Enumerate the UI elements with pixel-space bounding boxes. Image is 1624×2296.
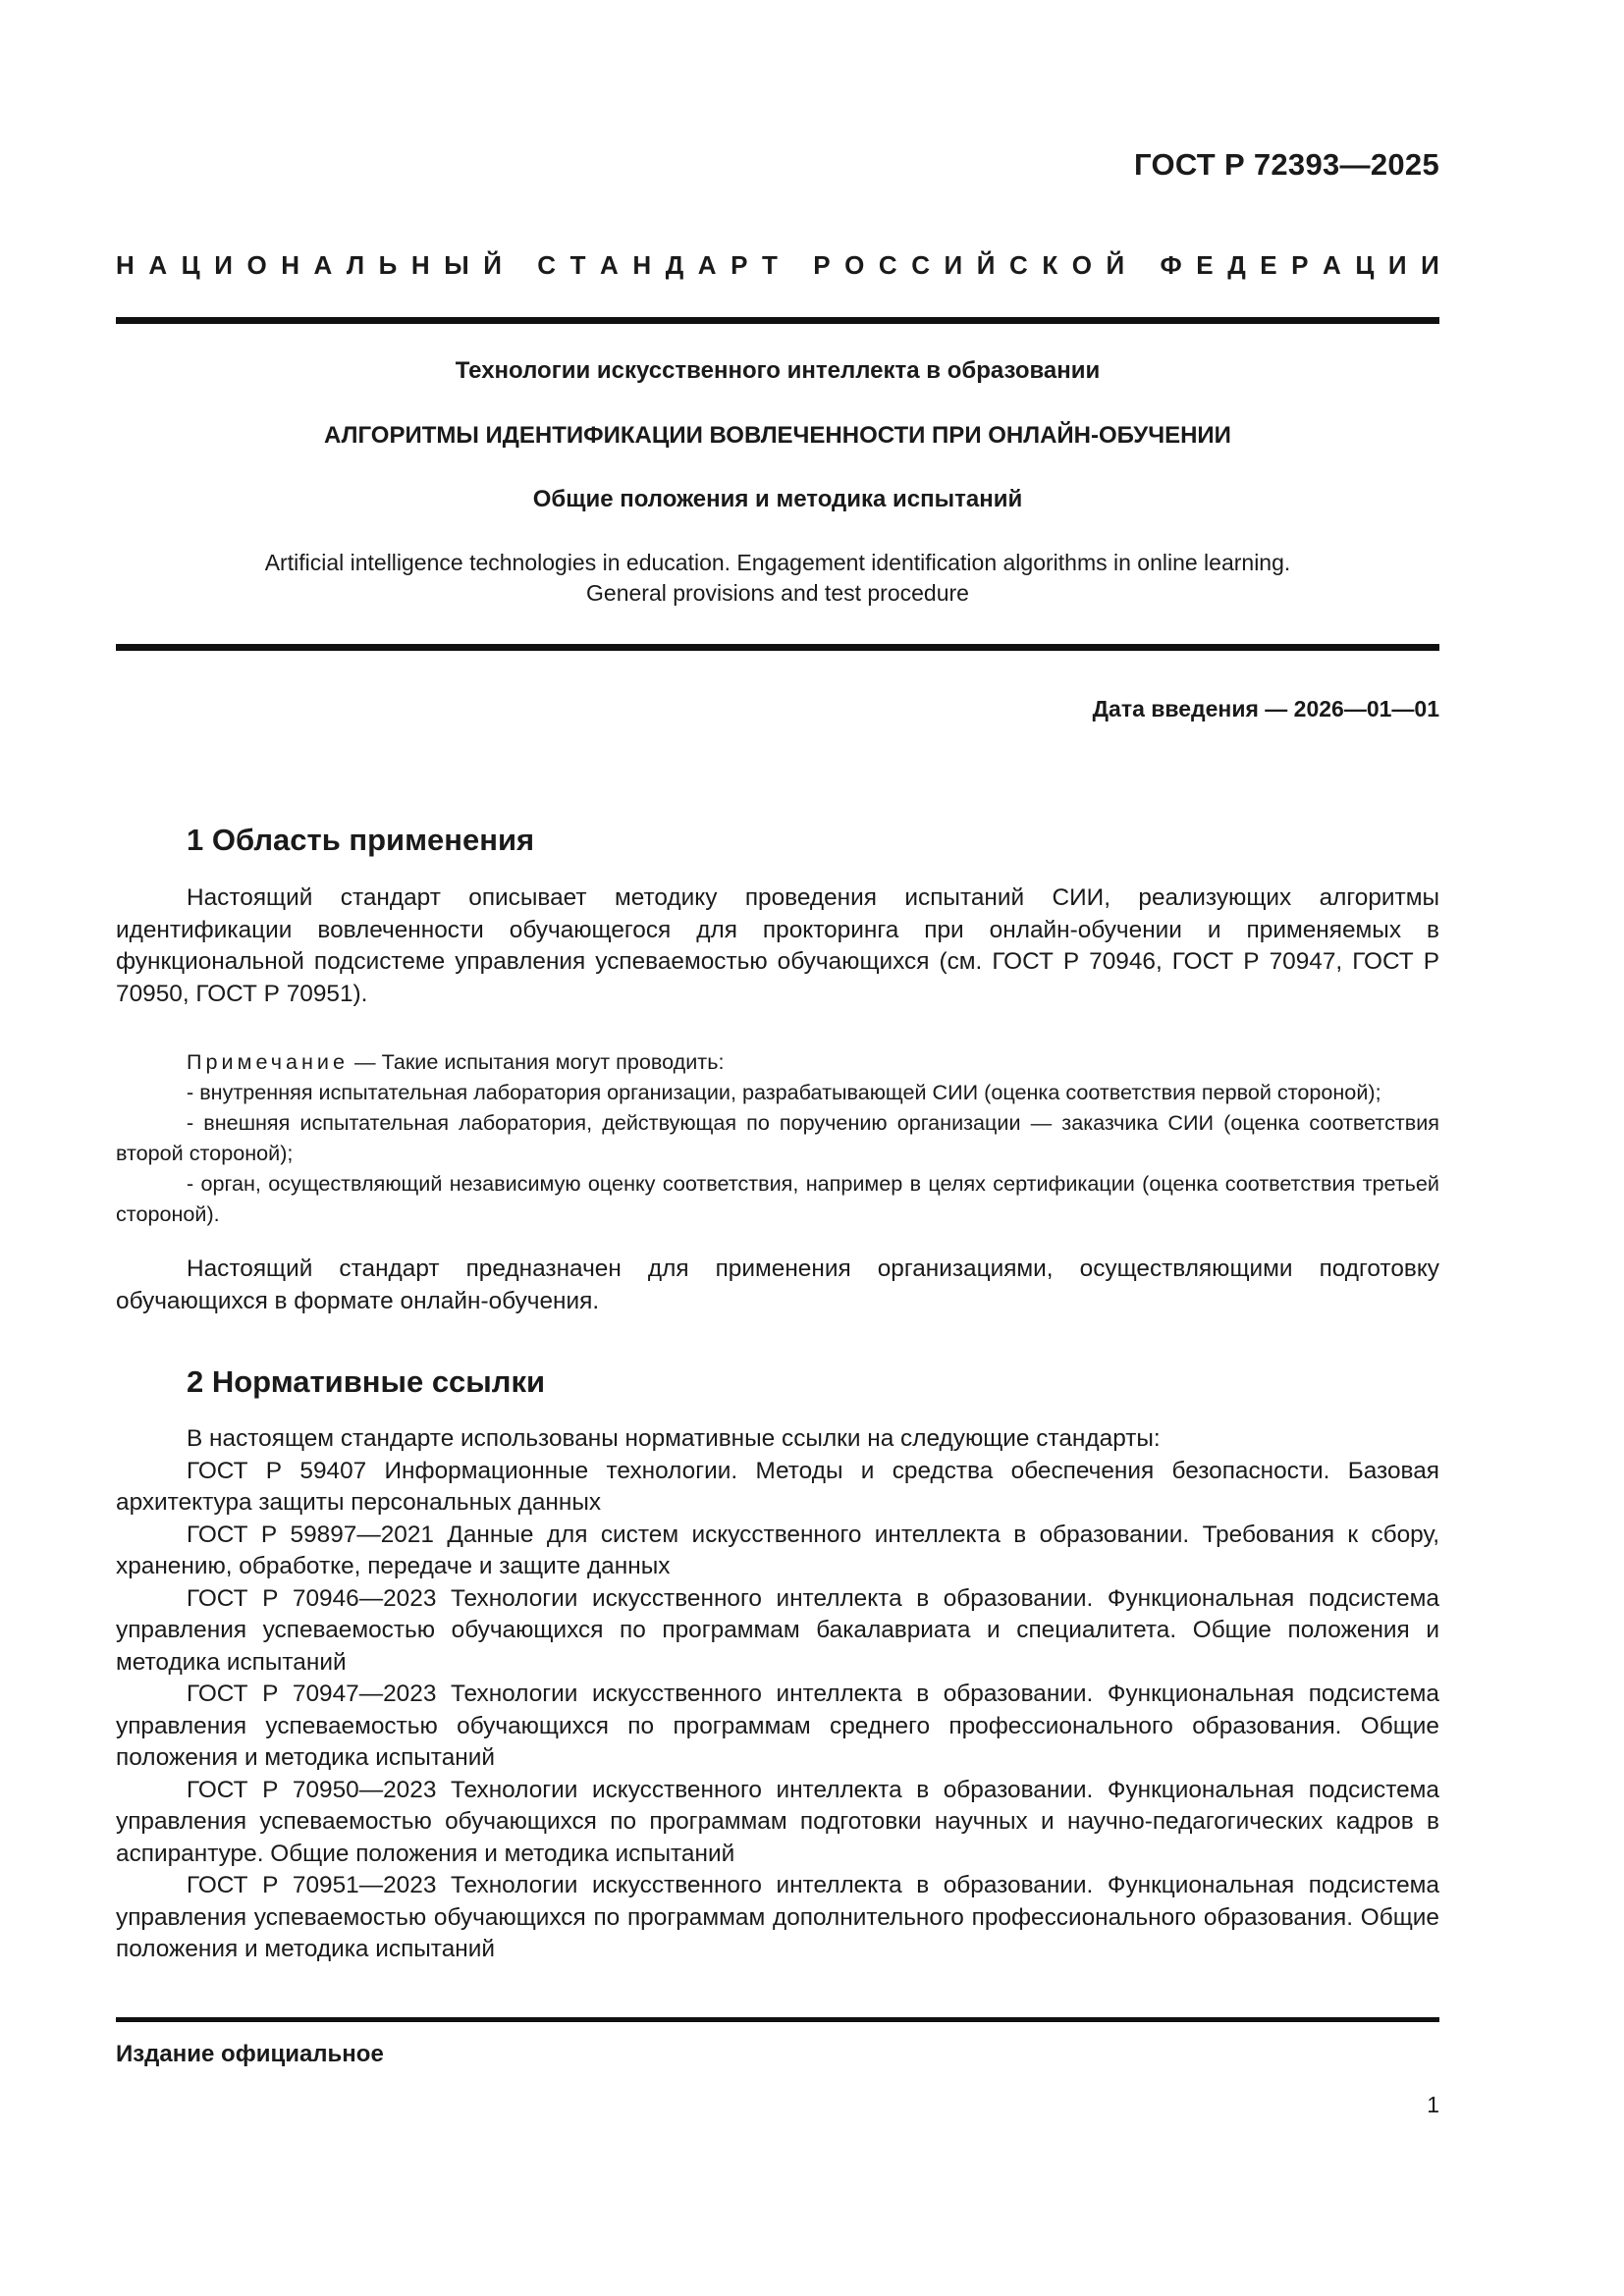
scope-text: Настоящий стандарт описывает методику проведения испытаний СИИ, реализующих алгоритмы идентификации вовлеченности обучающегося для прокторинга при онлайн-обучении и применяемых в функциональной подсистеме управления успеваемостью обучающихся (см. ГОСТ Р 70946, ГОСТ Р 70947, ГОСТ Р 70950, ГОСТ Р 70951).	[116, 884, 1439, 1007]
reference-item: ГОСТ Р 70950—2023 Технологии искусственного интеллекта в образовании. Функциональная подсистема управления успеваемостью обучающихся по программам подготовки научных и научно-педагогических кадров в аспирантуре. Общие положения и методика испытаний	[116, 1776, 1439, 1867]
note-intro	[116, 1046, 1439, 1077]
banner-letter: Д	[665, 250, 684, 280]
banner-letter: Е	[1260, 250, 1277, 280]
note-item: - внешняя испытательная лаборатория, действующая по поручению организации — заказчика СИИ (оценка соответствия второй стороной);	[116, 1110, 1439, 1165]
banner-letter: Н	[116, 250, 135, 280]
banner-letter: Ь	[378, 250, 398, 280]
title-line-2: АЛГОРИТМЫ ИДЕНТИФИКАЦИИ ВОВЛЕЧЕННОСТИ ПРИ ОНЛАЙН-ОБУЧЕНИИ	[324, 422, 1231, 449]
section-1-heading: 1 Область применения	[187, 823, 535, 857]
banner-letter: Ц	[181, 250, 200, 280]
banner-letter: Л	[346, 250, 365, 280]
section-1-paragraph-1	[116, 882, 1439, 1010]
banner-letter: Ф	[1160, 250, 1182, 280]
section-1-paragraph-2	[116, 1254, 1439, 1317]
banner-letter: Й	[976, 250, 996, 280]
banner-letter: Т	[569, 250, 586, 280]
banner-letter: С	[1009, 250, 1028, 280]
banner-letter: И	[1387, 250, 1407, 280]
normative-references	[116, 1423, 1439, 1966]
document-page	[116, 0, 1439, 2296]
banner-letter: А	[697, 250, 717, 280]
title-line-1: Технологии искусственного интеллекта в образовании	[455, 357, 1101, 384]
references-intro: В настоящем стандарте использованы нормативные ссылки на следующие стандарты:	[187, 1425, 1161, 1452]
banner-letter: О	[844, 250, 865, 280]
banner-letter: Н	[632, 250, 652, 280]
banner-letter: К	[1042, 250, 1058, 280]
english-title	[116, 548, 1439, 609]
banner-letter: Т	[761, 250, 778, 280]
banner-letter: Ц	[1355, 250, 1375, 280]
reference-item: ГОСТ Р 59407 Информационные технологии. Методы и средства обеспечения безопасности. Базовая архитектура защиты персональных данных	[116, 1457, 1439, 1516]
english-title-line-2: General provisions and test procedure	[586, 580, 969, 606]
banner-letter: И	[944, 250, 963, 280]
banner-letter: Е	[1196, 250, 1214, 280]
bottom-divider	[116, 2017, 1439, 2022]
banner-space	[791, 250, 798, 281]
banner-letter: И	[214, 250, 233, 280]
banner-letter: Н	[281, 250, 299, 280]
banner-letter: С	[537, 250, 557, 280]
reference-item: ГОСТ Р 70946—2023 Технологии искусственного интеллекта в образовании. Функциональная подсистема управления успеваемостью обучающихся по программам бакалавриата и специалитета. Общие положения и методика испытаний	[116, 1584, 1439, 1676]
scope-note	[116, 1046, 1439, 1229]
banner-letter: Р	[1291, 250, 1309, 280]
national-standard-banner	[116, 250, 1439, 281]
official-edition-label: Издание официальное	[116, 2041, 384, 2067]
document-id: ГОСТ Р 72393—2025	[1134, 147, 1439, 182]
title-line-3: Общие положения и методика испытаний	[532, 486, 1023, 512]
banner-letter: Й	[1106, 250, 1125, 280]
note-intro-text: — Такие испытания могут проводить:	[349, 1049, 725, 1074]
banner-letter: Ы	[444, 250, 469, 280]
reference-item: ГОСТ Р 70947—2023 Технологии искусственного интеллекта в образовании. Функциональная подсистема управления успеваемостью обучающихся по программам среднего профессионального образования. Общие положения и методика испытаний	[116, 1681, 1439, 1771]
section-2-heading: 2 Нормативные ссылки	[187, 1364, 546, 1399]
english-title-line-1: Artificial intelligence technologies in education. Engagement identification algorithms in online learning.	[264, 550, 1291, 575]
reference-item: ГОСТ Р 59897—2021 Данные для систем искусственного интеллекта в образовании. Требования к сбору, хранению, обработке, передаче и защите данных	[116, 1521, 1439, 1579]
banner-letter: А	[1323, 250, 1341, 280]
banner-letter: Р	[813, 250, 831, 280]
banner-letter: А	[313, 250, 333, 280]
top-divider	[116, 317, 1439, 324]
purpose-text: Настоящий стандарт предназначен для применения организациями, осуществляющими подготовку обучающихся в формате онлайн-обучения.	[116, 1255, 1439, 1314]
middle-divider	[116, 644, 1439, 651]
banner-letter: И	[1421, 250, 1439, 280]
banner-letter: Р	[731, 250, 748, 280]
reference-item: ГОСТ Р 70951—2023 Технологии искусственного интеллекта в образовании. Функциональная подсистема управления успеваемостью обучающихся по программам дополнительного профессионального образования. Общие положения и методика испытаний	[116, 1872, 1439, 1962]
banner-letter: А	[600, 250, 619, 280]
banner-space	[1139, 250, 1146, 281]
banner-letter: С	[911, 250, 930, 280]
introduction-date: Дата введения — 2026—01—01	[1092, 696, 1439, 721]
banner-letter: О	[246, 250, 267, 280]
banner-space	[515, 250, 522, 281]
note-item: - орган, осуществляющий независимую оценку соответствия, например в целях сертификации (оценка соответствия третьей стороной).	[116, 1171, 1439, 1226]
banner-letter: Д	[1227, 250, 1246, 280]
banner-letter: О	[1071, 250, 1092, 280]
banner-letter: А	[148, 250, 168, 280]
banner-letter: Й	[483, 250, 502, 280]
banner-letter: Н	[410, 250, 430, 280]
banner-letter: С	[878, 250, 897, 280]
note-label: Примечание	[187, 1049, 349, 1074]
note-item: - внутренняя испытательная лаборатория организации, разрабатывающей СИИ (оценка соответствия первой стороной);	[187, 1080, 1381, 1104]
page-number: 1	[1427, 2092, 1439, 2117]
